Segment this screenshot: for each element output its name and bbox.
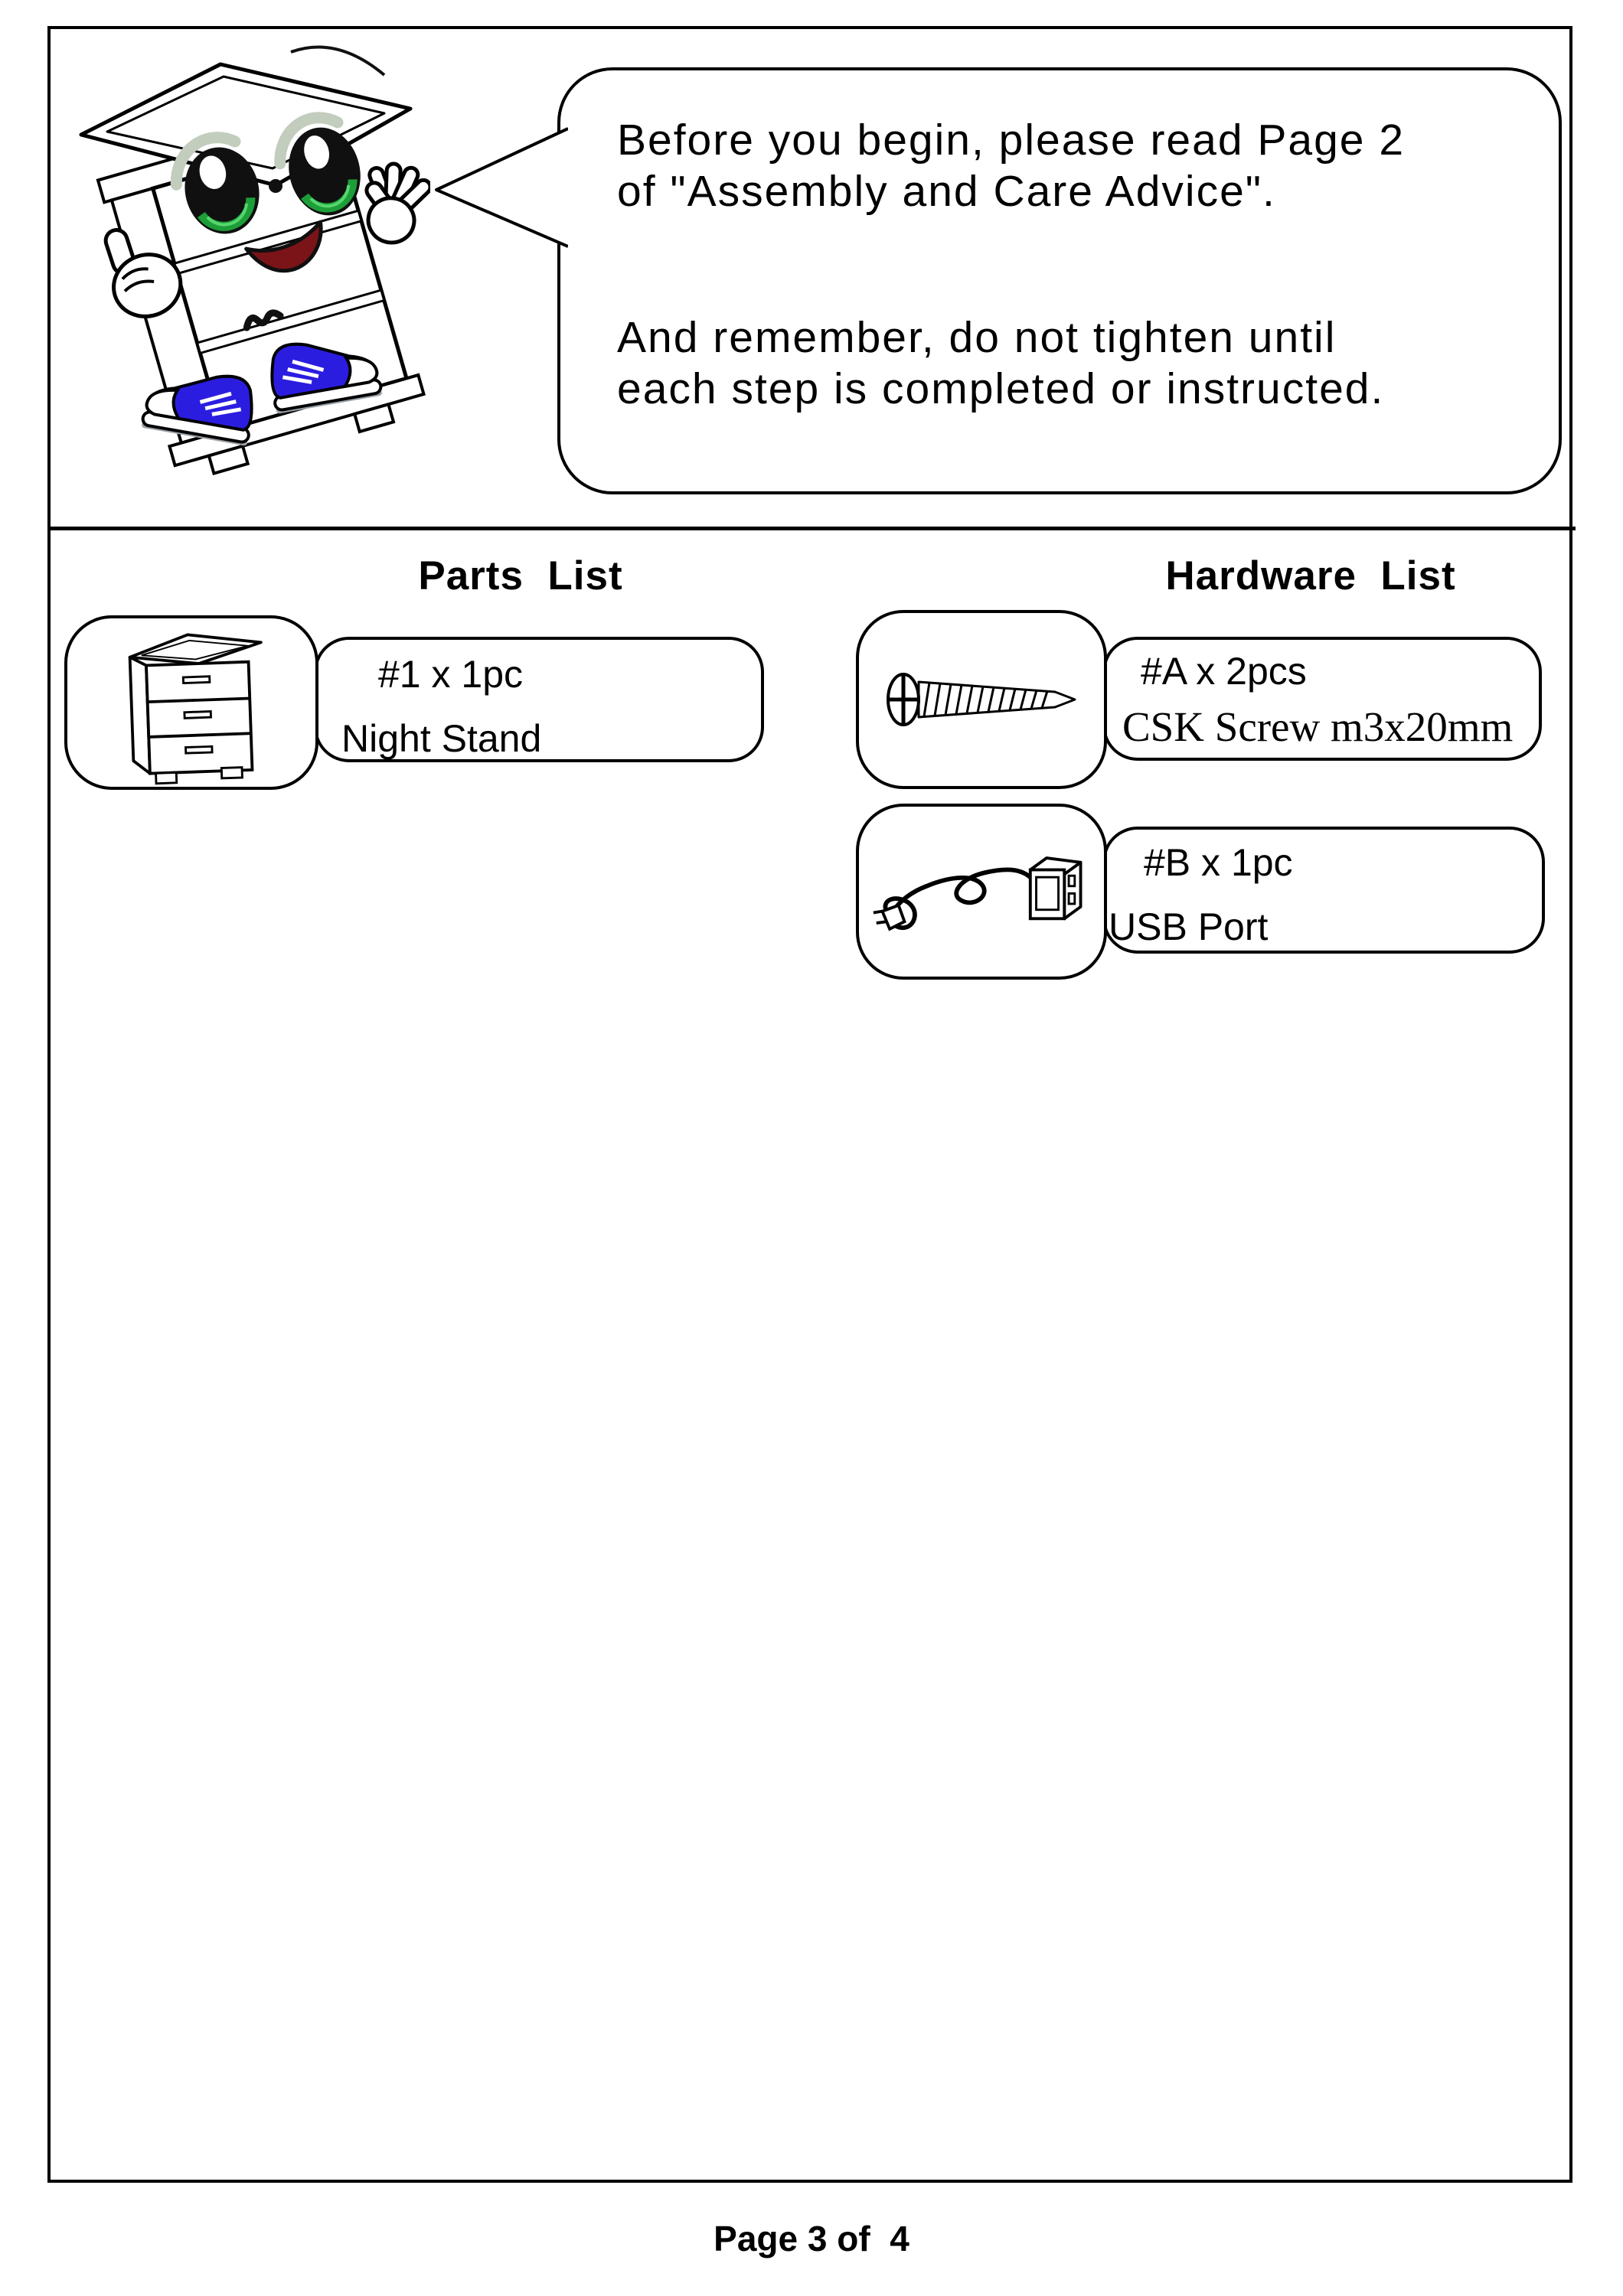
page-indicator: Page 3 of 4 [714, 2219, 909, 2258]
hardware-b-code: #B x 1pc [1144, 841, 1293, 884]
nose-dot [269, 179, 282, 193]
bubble-line: each step is completed or instructed. [617, 364, 1385, 413]
hardware-b-icon-box [856, 804, 1107, 980]
plug [874, 905, 905, 928]
hardware-a-code: #A x 2pcs [1141, 650, 1307, 693]
speech-bubble-tail [427, 122, 568, 253]
hardware-a-name: CSK Screw m3x20mm [1122, 703, 1514, 750]
part-icon-box [64, 615, 318, 790]
bubble-line: of "Assembly and Care Advice". [617, 167, 1276, 216]
hardware-a-icon-box [856, 610, 1107, 789]
night-stand-mascot [67, 35, 430, 494]
usb-cable-icon [870, 833, 1092, 951]
bubble-line: And remember, do not tighten until [617, 313, 1337, 362]
part-code: #1 x 1pc [378, 653, 524, 696]
motion-arc [291, 47, 384, 75]
section-divider [47, 527, 1576, 530]
parts-list-title: Parts List [418, 553, 623, 598]
night-stand-icon [111, 618, 272, 787]
usb-hub [1030, 858, 1081, 918]
bubble-line: Before you begin, please read Page 2 [617, 116, 1406, 165]
hardware-list-title: Hardware List [1165, 553, 1456, 598]
speech-bubble-text [617, 115, 1536, 415]
part-name: Night Stand [341, 717, 542, 760]
hardware-b-name: USB Port [1109, 905, 1269, 948]
csk-screw-icon [882, 665, 1081, 734]
